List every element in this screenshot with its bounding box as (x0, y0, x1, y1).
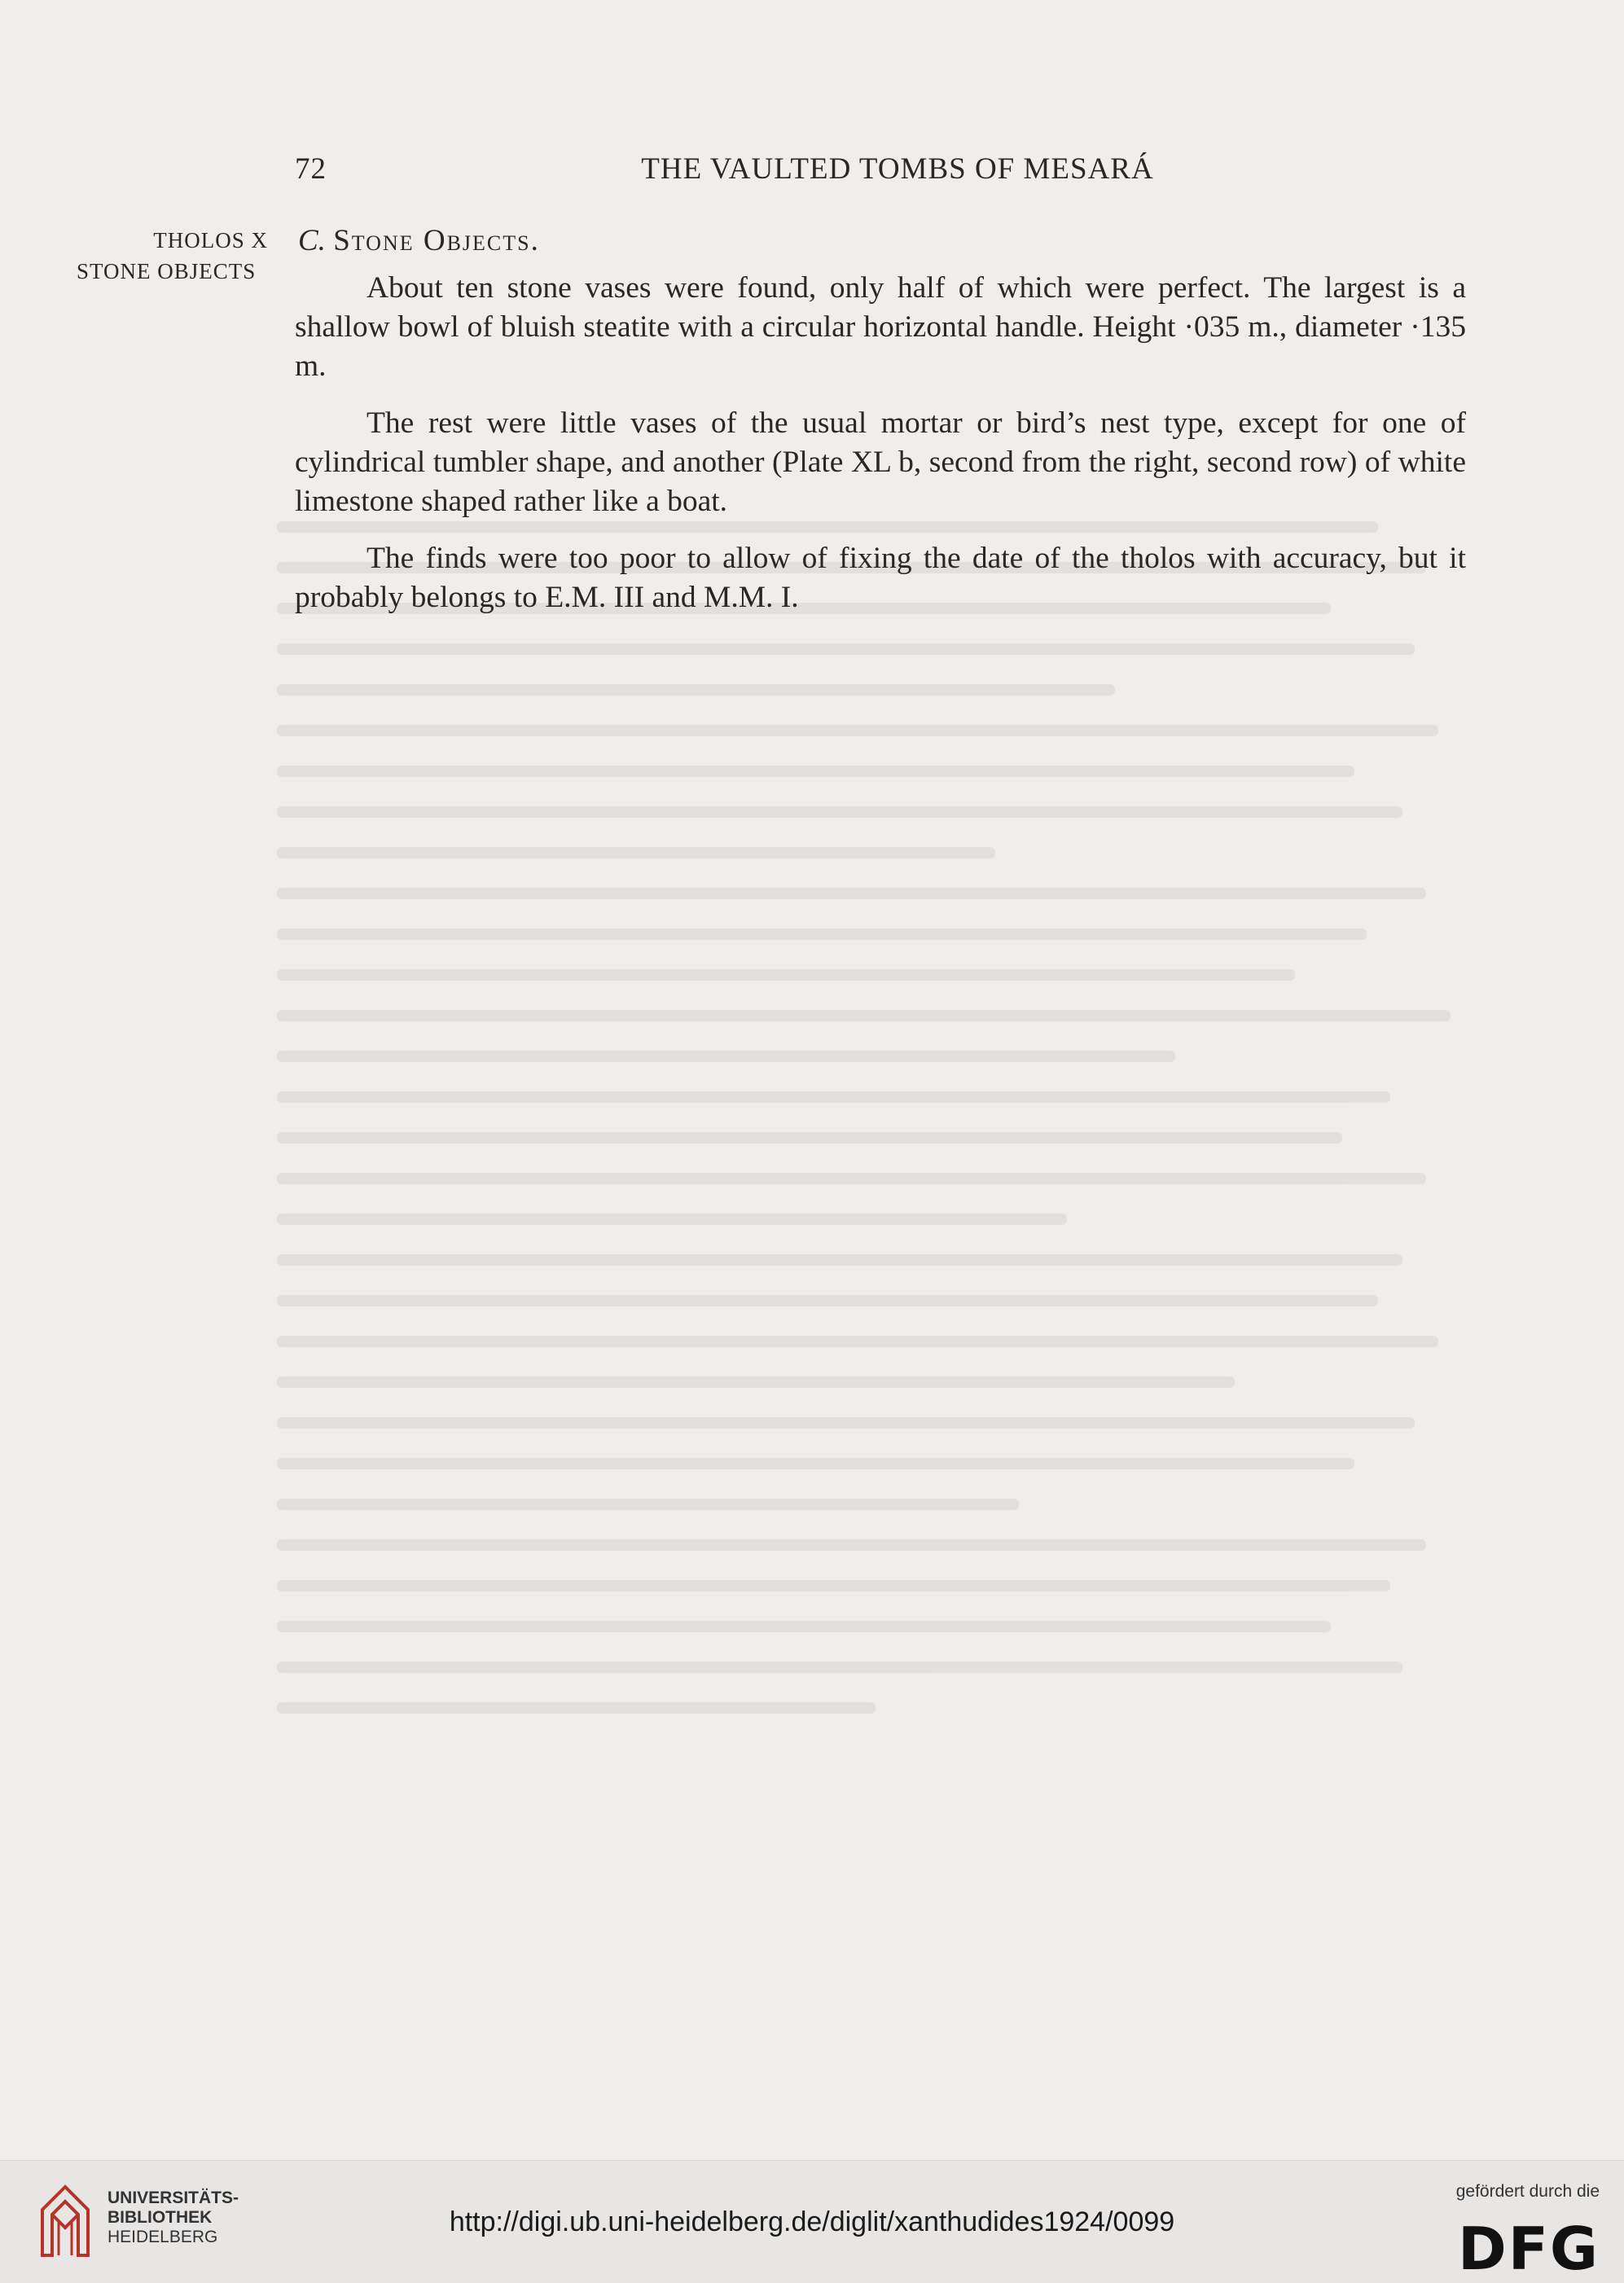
library-name-line-3: HEIDELBERG (108, 2228, 218, 2246)
bleed-through-shadow (277, 521, 1474, 1890)
margin-note-line-2: STONE OBJECTS (77, 259, 257, 283)
body-text (295, 269, 1466, 635)
margin-note (67, 225, 279, 287)
section-title: Stone Objects. (333, 224, 540, 257)
viewer-footer (0, 2160, 1624, 2283)
running-title: THE VAULTED TOMBS OF MESARÁ (641, 152, 1154, 186)
funding-label: gefördert durch die (1455, 2182, 1600, 2201)
permalink-url[interactable]: http://digi.ub.uni-heidelberg.de/diglit/xanthudides1924/0099 (449, 2206, 1175, 2237)
margin-note-line-1: THOLOS X (153, 228, 268, 252)
library-name-line-1: UNIVERSITÄTS- (108, 2189, 239, 2207)
paragraph-3: The finds were too poor to allow of fixing the date of the tholos with accuracy, but it probably belongs to E.M. III and M.M. I. (295, 542, 1466, 614)
paragraph-1: About ten stone vases were found, only half of which were perfect. The largest is a shallow bowl of bluish steatite with a circular horizontal handle. Height ·035 m., diameter ·135 m. (295, 271, 1466, 383)
section-label: C. (298, 224, 326, 257)
paragraph-2: The rest were little vases of the usual mortar or bird’s nest type, except for one of cylindrical tumbler shape, and another (Plate XL b, second from the right, second row) of white limestone shaped rather like a boat. (295, 406, 1466, 518)
dfg-logo: DFG (1457, 2215, 1600, 2283)
library-name-line-2: BIBLIOTHEK (108, 2208, 213, 2227)
section-heading (298, 223, 540, 258)
page-number: 72 (295, 152, 327, 186)
